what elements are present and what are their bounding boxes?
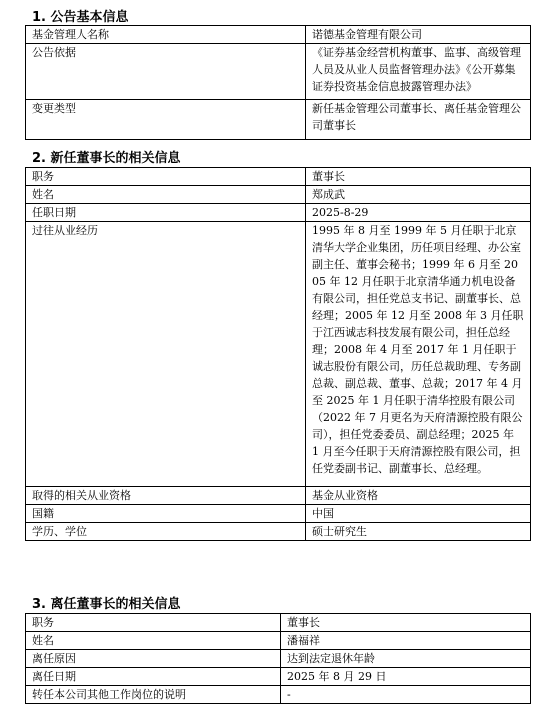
row-value: 2025-8-29 (306, 204, 531, 222)
row-label: 离任原因 (26, 650, 281, 668)
section-3-table (25, 613, 531, 704)
row-label: 任职日期 (26, 204, 306, 222)
row-value: 基金从业资格 (306, 487, 531, 505)
row-label: 国籍 (26, 505, 306, 523)
table-row (26, 204, 531, 222)
table-row (26, 686, 531, 704)
row-value: 1995 年 8 月至 1999 年 5 月任职于北京清华大学企业集团，历任项目经理、办公室副主任、董事会秘书；1999 年 6 月至 2005 年 12 月任职于北京清华通力机电设备有限公司，担任党总支书记、副董事长、总经理；2005 年 12 月至 2008 年 3 月任职于江西诚志科技发展有限公司，担任总经理；2008 年 4 月至 2017 年 1 月任职于诚志股份有限公司，历任总裁助理、专务副总裁、副总裁、董事、总裁；2017 年 4 月至 2025 年 1 月任职于清华控股有限公司（2022 年 7 月更名为天府清源控股有限公司），担任党委委员、副总经理；2025 年 1 月至今任职于天府清源控股有限公司，担任党委副书记、副董事长、总经理。 (306, 222, 531, 487)
row-value: 达到法定退休年龄 (281, 650, 531, 668)
row-label: 取得的相关从业资格 (26, 487, 306, 505)
row-label: 公告依据 (26, 44, 306, 100)
row-value: 《证券基金经营机构董事、监事、高级管理人员及从业人员监督管理办法》《公开募集证券投资基金信息披露管理办法》 (306, 44, 531, 100)
table-row (26, 668, 531, 686)
row-value: 硕士研究生 (306, 523, 531, 541)
row-value: 诺德基金管理有限公司 (306, 26, 531, 44)
table-row (26, 632, 531, 650)
row-value: 新任基金管理公司董事长、离任基金管理公司董事长 (306, 100, 531, 140)
table-row (26, 186, 531, 204)
row-value: 潘福祥 (281, 632, 531, 650)
row-value: 董事长 (306, 168, 531, 186)
row-value: 中国 (306, 505, 531, 523)
table-row (26, 523, 531, 541)
row-label: 变更类型 (26, 100, 306, 140)
row-label: 基金管理人名称 (26, 26, 306, 44)
row-label: 姓名 (26, 632, 281, 650)
section-1-table (25, 25, 531, 140)
table-row (26, 614, 531, 632)
row-label: 转任本公司其他工作岗位的说明 (26, 686, 281, 704)
section-2-heading: 2. 新任董事长的相关信息 (32, 151, 181, 166)
section-2-table (25, 167, 531, 541)
row-value: - (281, 686, 531, 704)
section-3-heading: 3. 离任董事长的相关信息 (32, 597, 181, 612)
table-row (26, 505, 531, 523)
section-1-heading: 1. 公告基本信息 (32, 10, 129, 25)
row-value: 2025 年 8 月 29 日 (281, 668, 531, 686)
table-row (26, 650, 531, 668)
table-row (26, 487, 531, 505)
table-row (26, 168, 531, 186)
table-row (26, 222, 531, 487)
row-label: 姓名 (26, 186, 306, 204)
row-label: 学历、学位 (26, 523, 306, 541)
row-value: 董事长 (281, 614, 531, 632)
table-row (26, 100, 531, 140)
table-row (26, 26, 531, 44)
row-label: 过往从业经历 (26, 222, 306, 487)
row-label: 职务 (26, 168, 306, 186)
row-label: 职务 (26, 614, 281, 632)
row-value: 郑成武 (306, 186, 531, 204)
table-row (26, 44, 531, 100)
row-label: 离任日期 (26, 668, 281, 686)
